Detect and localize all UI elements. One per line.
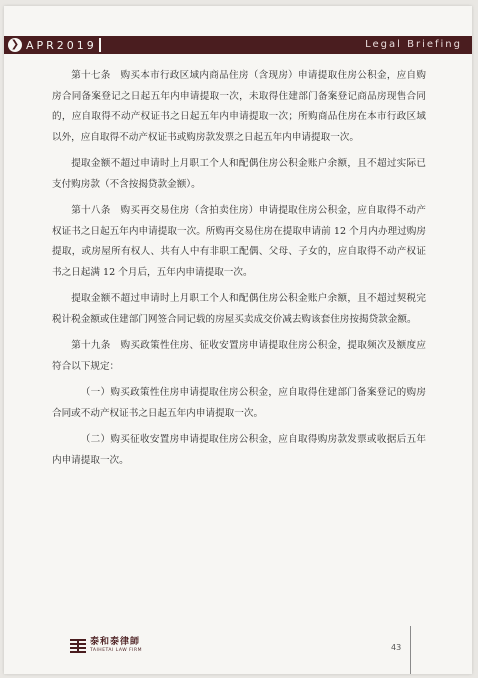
- footer-divider: [410, 626, 411, 674]
- chevron-right-icon: ❯: [8, 38, 22, 52]
- paragraph-article-19: 第十九条 购买政策性住房、征收安置房申请提取住房公积金，提取频次及额度应符合以下规定：: [52, 340, 426, 372]
- paragraph-article-19-item-2: （二）购买征收安置房申请提取住房公积金，应自取得购房款发票或收据后五年内申请提取一次。: [52, 434, 426, 466]
- paragraph-article-19-item-1: （一）购买政策性住房申请提取住房公积金，应自取得住建部门备案登记的购房合同或不动产权证书之日起五年内申请提取一次。: [52, 387, 426, 419]
- document-page: [4, 6, 472, 674]
- paragraph-article-17-amount: 提取金额不超过申请时上月职工个人和配偶住房公积金账户余额，且不超过实际已支付购房款（不含按揭贷款金额）。: [52, 158, 426, 190]
- paragraph-article-18: 第十八条 购买再交易住房（含拍卖住房）申请提取住房公积金，应自取得不动产权证书之日起五年内申请提取一次。所购再交易住房在提取申请前 12 个月内办理过购房提取，或房屋所有权人、共有人中有非职工配偶、父母、子女的，应自取得不动产权证书之日起满 12 个月后，五年内申请提取一次。: [52, 205, 426, 278]
- paragraph-article-18-amount: 提取金额不超过申请时上月职工个人和配偶住房公积金账户余额，且不超过契税完税计税金额或住建部门网签合同记载的房屋买卖成交价减去购该套住房按揭贷款金额。: [52, 293, 426, 325]
- firm-name: 泰和泰律師: [90, 637, 141, 647]
- paragraph-article-17: 第十七条 购买本市行政区域内商品住房（含现房）申请提取住房公积金，应自购房合同备案登记之日起五年内申请提取一次，未取得住建部门备案登记商品房现售合同的，应自取得不动产权证书之日起五年内申请提取一次；所购商品住房在本市行政区域以外，应自取得不动产权证书或购房款发票之日起五年内申请提取一次。: [52, 70, 426, 143]
- header-divider: [99, 38, 101, 52]
- publication-title: Legal Briefing: [365, 39, 462, 50]
- issue-date: APR2019: [26, 38, 97, 52]
- firm-name-english: TAIHETAI LAW FIRM: [90, 648, 143, 653]
- firm-logo-icon: [70, 639, 86, 653]
- article-body: [52, 66, 426, 477]
- firm-logo: [70, 638, 142, 654]
- page-number: 43: [391, 643, 402, 652]
- firm-logo-text: [90, 638, 142, 654]
- header-bar: [4, 36, 472, 54]
- header-left: [8, 38, 101, 52]
